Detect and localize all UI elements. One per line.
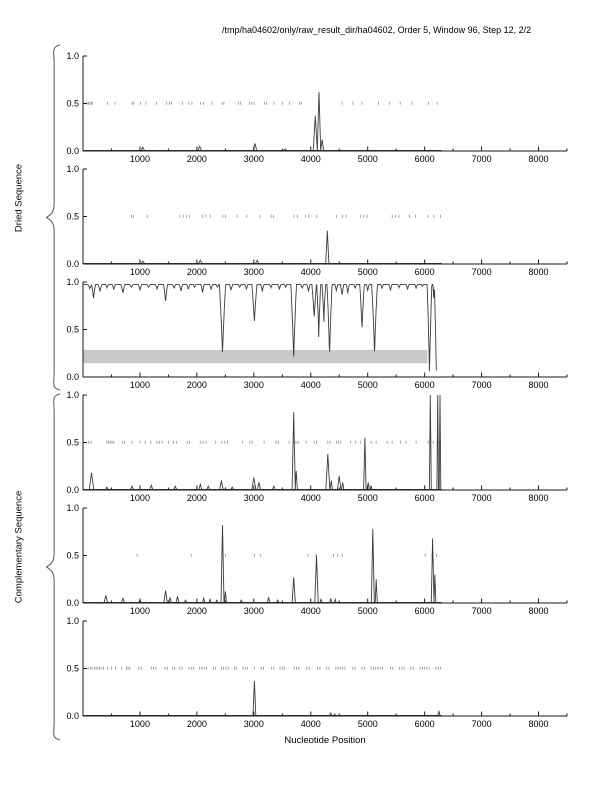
x-tick-label: 8000: [528, 719, 549, 729]
x-tick-label: 1000: [129, 606, 150, 616]
x-tick-label: 3000: [243, 380, 264, 390]
dried-seq-plot-1: [66, 51, 567, 164]
x-tick-label: 4000: [300, 267, 321, 277]
y-tick-label: 0.0: [66, 485, 79, 495]
x-tick-label: 7000: [471, 606, 492, 616]
x-tick-label: 4000: [300, 380, 321, 390]
peak-spike: [429, 395, 431, 489]
y-tick-label: 0.0: [66, 598, 79, 608]
peak-spike: [199, 484, 202, 489]
x-tick-label: 4000: [300, 493, 321, 503]
panel-axes: [83, 508, 567, 603]
y-tick-label: 0.5: [66, 98, 79, 109]
half-score-markers: [131, 215, 440, 218]
x-tick-label: 3000: [243, 606, 264, 616]
x-tick-label: 3000: [243, 154, 264, 164]
peak-spike: [121, 598, 124, 602]
peak-spike: [164, 591, 167, 603]
peak-spike: [321, 140, 324, 151]
x-tick-label: 3000: [243, 719, 264, 729]
peak-spike: [334, 599, 336, 602]
brace-complementary-sequence: [47, 394, 61, 740]
dried-seq-plot-2: [66, 164, 567, 277]
x-tick-label: 2000: [186, 380, 207, 390]
x-tick-label: 8000: [528, 154, 549, 164]
x-tick-label: 8000: [528, 493, 549, 503]
peak-spike: [104, 595, 107, 602]
x-tick-label: 7000: [471, 380, 492, 390]
peak-spike: [169, 597, 171, 602]
x-tick-label: 5000: [357, 606, 378, 616]
peak-spike: [434, 575, 436, 603]
peak-spike: [326, 454, 330, 490]
x-tick-label: 2000: [186, 719, 207, 729]
peak-spike: [209, 599, 211, 602]
x-tick-label: 6000: [414, 493, 435, 503]
comp-seq-plot-3: [66, 616, 567, 729]
x-tick-label: 6000: [414, 154, 435, 164]
dried-seq-plot-3: [66, 277, 567, 390]
peak-spike: [150, 485, 153, 489]
panel-axes: [83, 56, 567, 151]
peak-spike: [198, 146, 201, 150]
peak-spike: [320, 599, 322, 602]
y-tick-label: 1.0: [66, 164, 79, 174]
x-tick-label: 2000: [186, 154, 207, 164]
y-tick-label: 0.5: [66, 663, 79, 674]
x-tick-label: 2000: [186, 493, 207, 503]
x-tick-label: 6000: [414, 380, 435, 390]
y-tick-label: 0.5: [66, 324, 79, 335]
y-tick-label: 0.5: [66, 211, 79, 222]
peak-spike: [370, 485, 372, 489]
x-tick-label: 4000: [300, 606, 321, 616]
x-tick-label: 3000: [243, 267, 264, 277]
peak-spike: [438, 711, 440, 715]
y-tick-label: 1.0: [66, 390, 79, 400]
figure-title: /tmp/ha04602/only/raw_result_dir/ha04602, Order 5, Window 96, Step 12, 2/2: [222, 25, 532, 35]
x-tick-label: 2000: [186, 606, 207, 616]
peak-spike: [338, 476, 341, 490]
peak-spike: [258, 482, 261, 489]
peak-spike: [375, 579, 377, 602]
x-tick-label: 3000: [243, 493, 264, 503]
peak-spike: [174, 486, 177, 489]
x-tick-label: 8000: [528, 606, 549, 616]
x-tick-label: 6000: [414, 267, 435, 277]
x-tick-label: 8000: [528, 380, 549, 390]
peak-spike: [326, 231, 329, 264]
peak-spike: [295, 471, 297, 489]
x-tick-label: 5000: [357, 493, 378, 503]
x-tick-label: 1000: [129, 267, 150, 277]
peak-spike: [141, 147, 144, 150]
peak-spike: [220, 481, 223, 490]
peak-spike: [364, 438, 367, 490]
peak-spike: [439, 395, 441, 489]
panel-axes: [83, 395, 567, 490]
peak-spike: [272, 486, 275, 489]
half-score-markers: [137, 554, 437, 557]
group-label-dried-sequence: Dried Sequence: [13, 163, 25, 233]
y-tick-label: 1.0: [66, 616, 79, 626]
peak-spike: [131, 486, 134, 489]
peak-spike: [89, 473, 94, 490]
x-tick-label: 6000: [414, 719, 435, 729]
peak-spike: [315, 556, 318, 603]
half-score-markers: [87, 102, 437, 105]
peak-spike: [342, 482, 344, 489]
peak-spike: [256, 260, 259, 263]
peak-spike: [431, 538, 434, 602]
comp-seq-plot-2: [66, 503, 567, 616]
x-tick-label: 5000: [357, 154, 378, 164]
peak-spike: [207, 486, 210, 489]
x-tick-label: 1000: [129, 380, 150, 390]
peak-spike: [437, 395, 439, 489]
group-label-complementary-sequence: Complementary Sequence: [13, 490, 25, 604]
x-tick-label: 7000: [471, 493, 492, 503]
half-score-markers: [89, 441, 439, 444]
peak-spike: [203, 598, 205, 602]
peak-spike: [330, 481, 332, 490]
x-tick-label: 5000: [357, 719, 378, 729]
x-tick-label: 1000: [129, 493, 150, 503]
peak-spike: [199, 260, 202, 263]
y-tick-label: 0.0: [66, 372, 79, 382]
y-tick-label: 0.0: [66, 146, 79, 156]
peak-spike: [176, 596, 179, 602]
x-tick-label: 7000: [471, 719, 492, 729]
y-tick-label: 1.0: [66, 503, 79, 513]
threshold-band: [83, 350, 427, 363]
x-tick-label: 7000: [471, 154, 492, 164]
y-tick-label: 0.5: [66, 437, 79, 448]
peak-spike: [317, 92, 320, 150]
peak-spike: [371, 529, 374, 603]
x-tick-label: 4000: [300, 154, 321, 164]
peak-spike: [253, 681, 256, 716]
x-tick-label: 1000: [129, 719, 150, 729]
x-tick-label: 4000: [300, 719, 321, 729]
comp-seq-plot-1: [66, 390, 567, 503]
panel-axes: [83, 169, 567, 264]
y-tick-label: 0.0: [66, 259, 79, 269]
peak-spike: [292, 412, 295, 489]
brace-dried-sequence: [47, 45, 61, 390]
y-tick-label: 1.0: [66, 51, 79, 61]
half-score-markers: [88, 667, 441, 670]
peak-spike: [313, 116, 317, 151]
x-tick-label: 6000: [414, 606, 435, 616]
y-tick-label: 1.0: [66, 277, 79, 287]
x-tick-label: 1000: [129, 154, 150, 164]
x-tick-label: 2000: [186, 267, 207, 277]
x-axis-label: Nucleotide Position: [284, 735, 366, 746]
peak-spike: [292, 577, 295, 602]
x-tick-label: 8000: [528, 267, 549, 277]
x-tick-label: 7000: [471, 267, 492, 277]
peak-spike: [330, 598, 332, 602]
y-tick-label: 0.0: [66, 711, 79, 721]
peak-spike: [267, 597, 270, 602]
x-tick-label: 5000: [357, 380, 378, 390]
x-tick-label: 5000: [357, 267, 378, 277]
y-tick-label: 0.5: [66, 550, 79, 561]
peak-spike: [221, 525, 224, 602]
